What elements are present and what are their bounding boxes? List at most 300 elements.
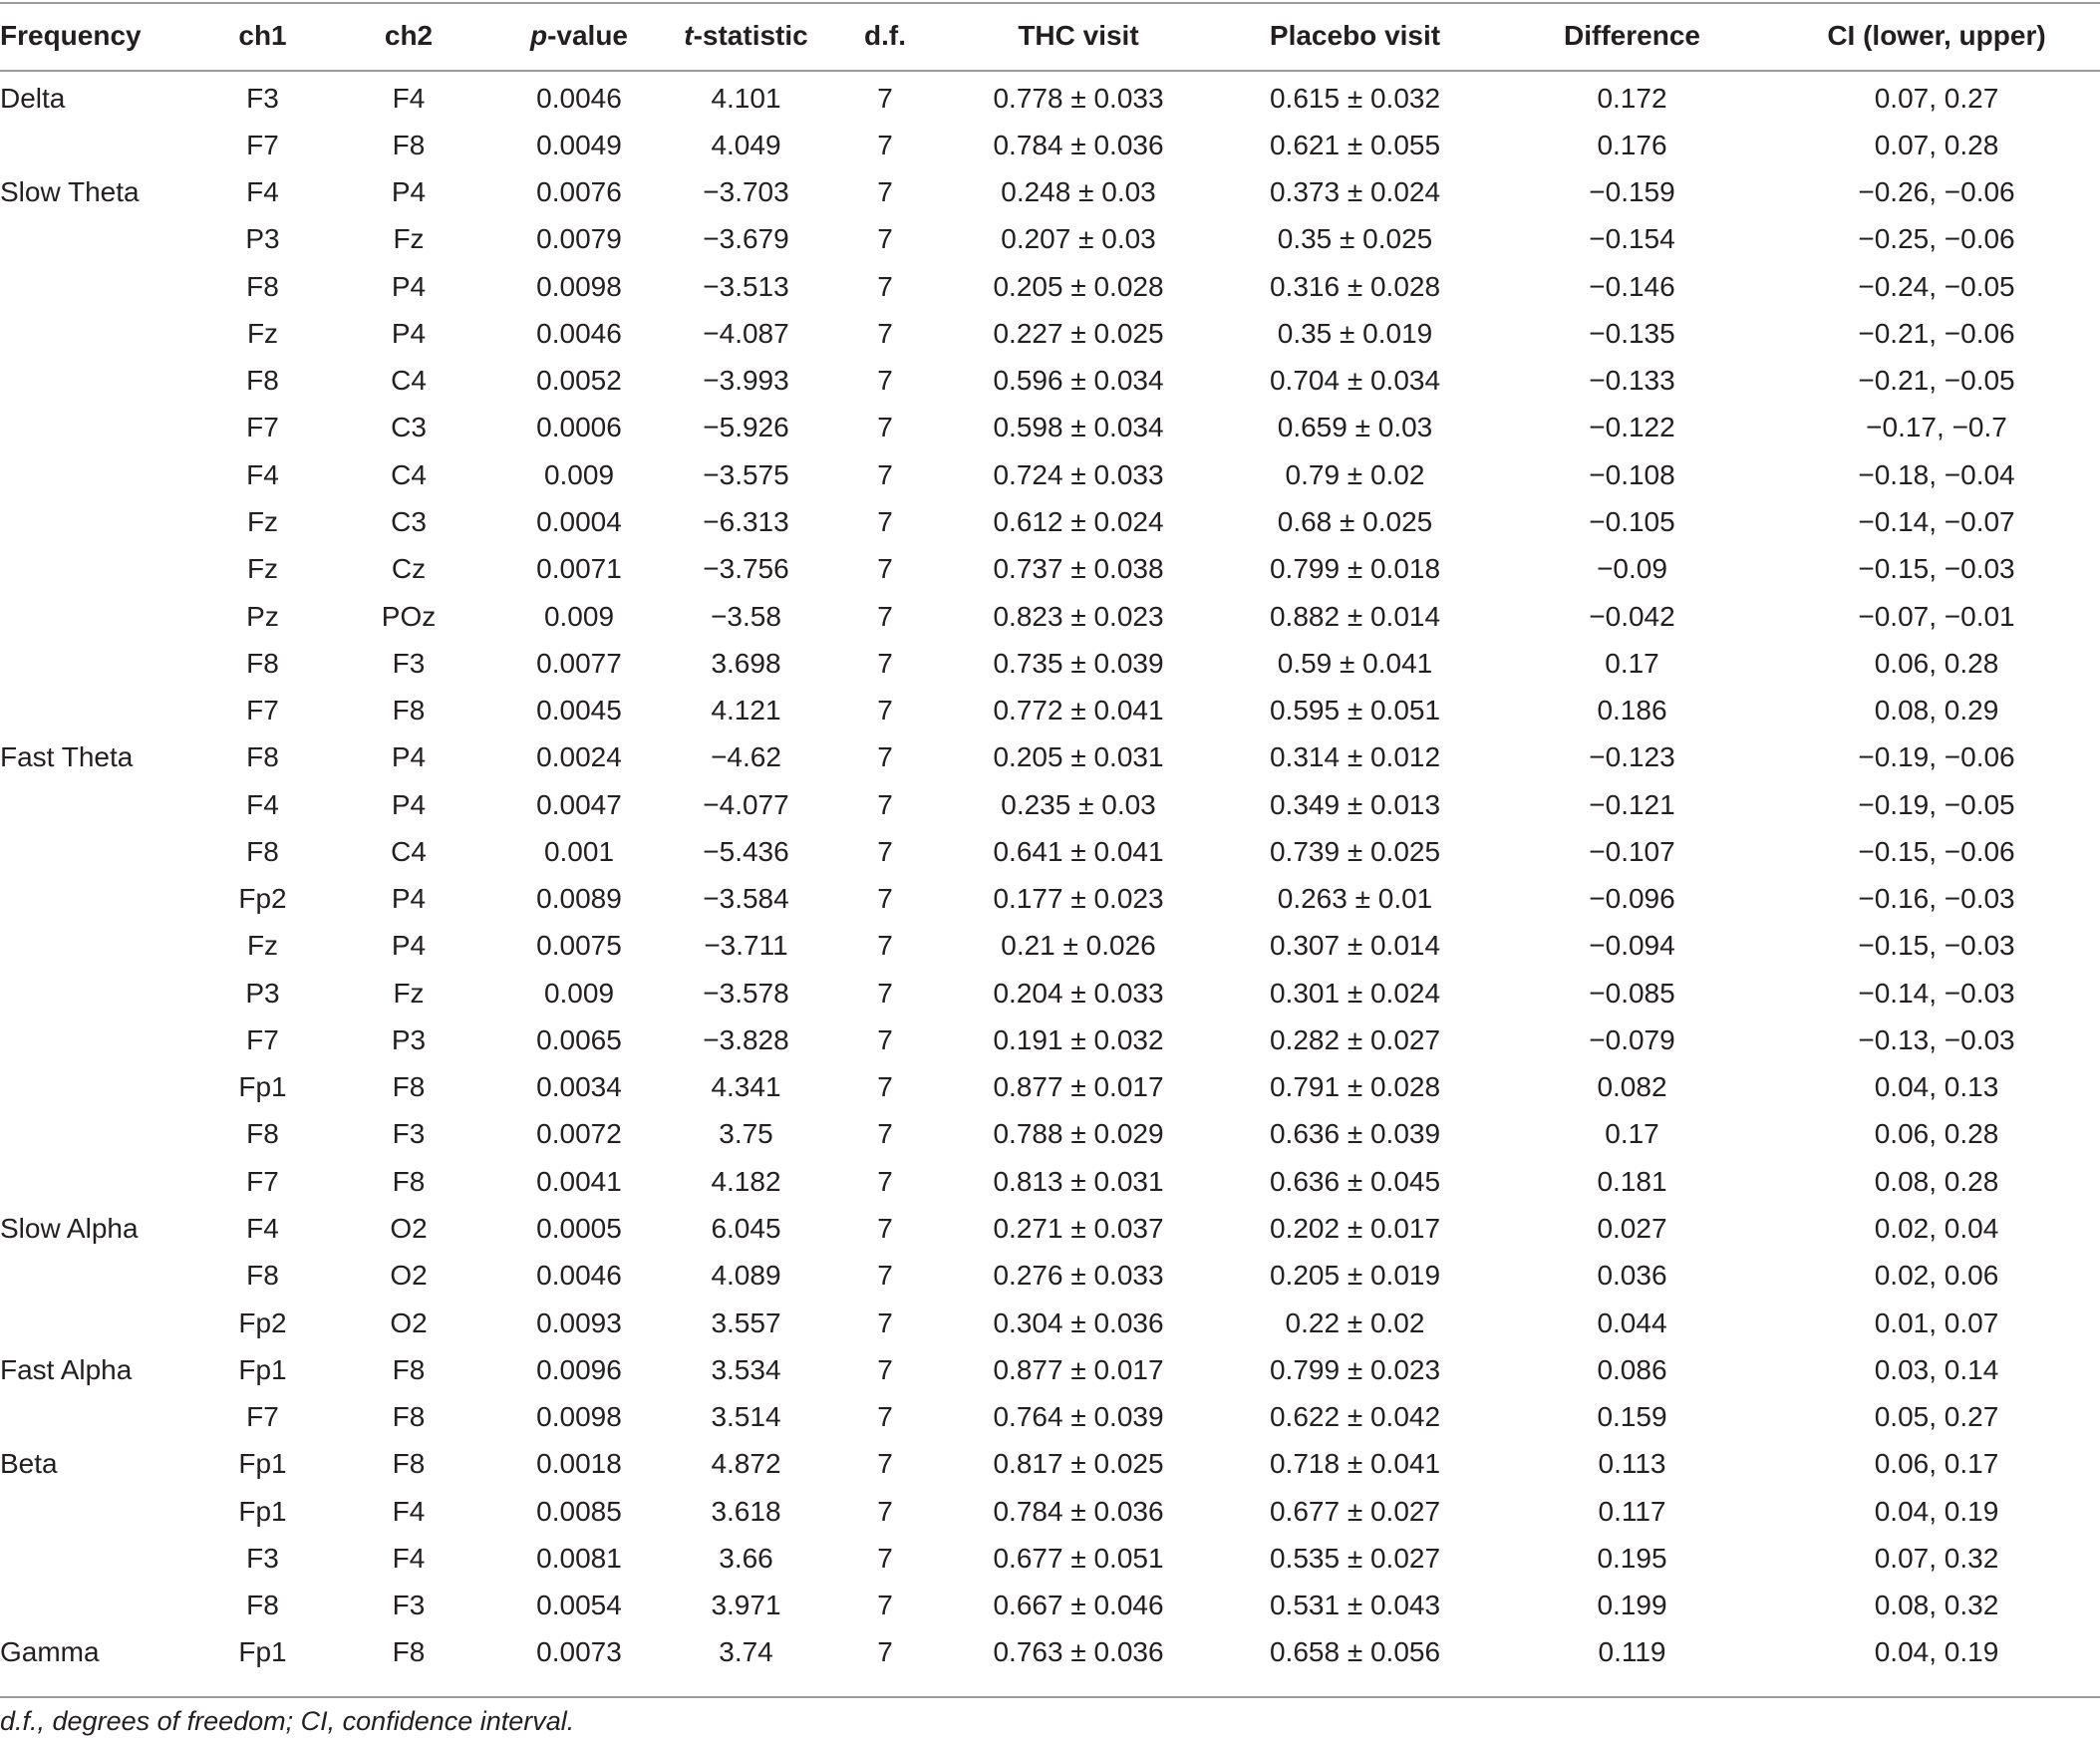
cell-ci: 0.07, 0.32 (1874, 1542, 1999, 1574)
cell-p-value: 0.0079 (536, 223, 622, 255)
cell-placebo-visit: 0.621 ± 0.055 (1269, 129, 1441, 160)
cell-ch1: Fp1 (238, 1495, 287, 1527)
table-row (0, 498, 2100, 545)
cell-t-statistic: 4.101 (711, 82, 781, 114)
cell-placebo-visit: 0.535 ± 0.027 (1269, 1542, 1441, 1574)
cell-ch2: O2 (390, 1260, 428, 1292)
cell-df: 7 (877, 82, 893, 114)
cell-thc-visit: 0.21 ± 0.026 (1001, 930, 1156, 962)
cell-ch2: F3 (392, 647, 426, 679)
cell-t-statistic: 3.75 (719, 1118, 773, 1150)
cell-p-value: 0.0098 (536, 1401, 622, 1433)
header-ch2: ch2 (384, 19, 434, 51)
cell-ci: −0.18, −0.04 (1858, 458, 2015, 490)
cell-ch2: C4 (391, 458, 427, 490)
cell-frequency (0, 546, 206, 593)
cell-ci: 0.06, 0.17 (1874, 1448, 1999, 1480)
cell-p-value: 0.0065 (536, 1023, 622, 1055)
cell-ci: −0.14, −0.07 (1858, 506, 2015, 538)
cell-df: 7 (877, 1353, 893, 1385)
cell-df: 7 (877, 1260, 893, 1292)
cell-ch1: F8 (246, 1118, 279, 1150)
cell-thc-visit: 0.177 ± 0.023 (993, 883, 1164, 915)
cell-t-statistic: −3.575 (703, 458, 789, 490)
cell-ch2: F8 (392, 1071, 426, 1103)
cell-thc-visit: 0.677 ± 0.051 (993, 1542, 1164, 1574)
table-row (0, 1346, 2100, 1393)
cell-placebo-visit: 0.615 ± 0.032 (1269, 82, 1441, 114)
cell-thc-visit: 0.205 ± 0.028 (993, 270, 1164, 302)
cell-ch1: Fp1 (238, 1353, 287, 1385)
cell-ch1: F7 (246, 1165, 279, 1197)
cell-difference: 0.172 (1597, 82, 1667, 114)
cell-p-value: 0.0075 (536, 930, 622, 962)
cell-difference: −0.133 (1589, 365, 1675, 397)
cell-t-statistic: −3.513 (703, 270, 789, 302)
header-p-value-rest: -value (547, 19, 629, 51)
table-row (0, 781, 2100, 828)
cell-difference: −0.123 (1589, 741, 1675, 773)
table-row (0, 876, 2100, 923)
cell-p-value: 0.0096 (536, 1353, 622, 1385)
cell-ch2: F8 (392, 1401, 426, 1433)
cell-ch2: O2 (390, 1213, 428, 1244)
cell-ci: 0.08, 0.28 (1874, 1165, 1999, 1197)
cell-difference: 0.119 (1598, 1636, 1666, 1668)
cell-df: 7 (877, 1165, 893, 1197)
cell-placebo-visit: 0.35 ± 0.025 (1277, 223, 1433, 255)
cell-p-value: 0.009 (543, 977, 615, 1009)
cell-ci: −0.16, −0.03 (1858, 883, 2015, 915)
cell-ch1: P3 (245, 223, 280, 255)
cell-placebo-visit: 0.316 ± 0.028 (1269, 270, 1441, 302)
table-row (0, 1158, 2100, 1205)
cell-thc-visit: 0.772 ± 0.041 (993, 695, 1164, 726)
cell-df: 7 (877, 1495, 893, 1527)
cell-ch2: F4 (392, 82, 426, 114)
cell-t-statistic: −6.313 (703, 506, 789, 538)
cell-df: 7 (877, 1542, 893, 1574)
cell-t-statistic: −3.756 (703, 553, 789, 585)
header-p-value-italic: p (529, 19, 548, 51)
cell-placebo-visit: 0.79 ± 0.02 (1285, 458, 1425, 490)
cell-thc-visit: 0.191 ± 0.032 (993, 1023, 1164, 1055)
cell-ch2: P3 (391, 1023, 427, 1055)
cell-p-value: 0.0004 (536, 506, 622, 538)
cell-frequency (0, 405, 206, 451)
cell-t-statistic: 3.618 (711, 1495, 781, 1527)
cell-placebo-visit: 0.263 ± 0.01 (1277, 883, 1433, 915)
cell-df: 7 (877, 741, 893, 773)
cell-ch2: F8 (392, 129, 426, 160)
cell-frequency (0, 498, 206, 545)
cell-df: 7 (877, 1448, 893, 1480)
table-row (0, 687, 2100, 733)
cell-ch1: F3 (246, 82, 279, 114)
cell-thc-visit: 0.784 ± 0.036 (993, 129, 1164, 160)
cell-t-statistic: −3.58 (711, 600, 781, 632)
cell-difference: −0.159 (1589, 176, 1675, 208)
cell-ci: 0.01, 0.07 (1874, 1306, 1999, 1338)
table-row (0, 1535, 2100, 1582)
cell-ch2: P4 (391, 930, 427, 962)
cell-difference: −0.085 (1589, 977, 1675, 1009)
cell-t-statistic: −3.711 (704, 930, 788, 962)
cell-ch2: P4 (391, 317, 427, 349)
cell-placebo-visit: 0.799 ± 0.018 (1269, 553, 1441, 585)
cell-placebo-visit: 0.301 ± 0.024 (1269, 977, 1441, 1009)
cell-difference: 0.199 (1597, 1590, 1667, 1621)
cell-thc-visit: 0.598 ± 0.034 (993, 412, 1164, 443)
cell-ch2: F8 (392, 1353, 426, 1385)
cell-difference: 0.113 (1598, 1448, 1666, 1480)
cell-placebo-visit: 0.314 ± 0.012 (1269, 741, 1441, 773)
cell-thc-visit: 0.667 ± 0.046 (993, 1590, 1164, 1621)
cell-df: 7 (877, 1636, 893, 1668)
cell-difference: 0.195 (1597, 1542, 1667, 1574)
cell-difference: 0.044 (1597, 1306, 1667, 1338)
cell-difference: −0.042 (1589, 600, 1675, 632)
cell-t-statistic: 6.045 (711, 1213, 781, 1244)
cell-ci: −0.15, −0.03 (1858, 553, 2015, 585)
cell-frequency (0, 923, 206, 970)
cell-ci: −0.15, −0.06 (1858, 835, 2015, 867)
cell-thc-visit: 0.737 ± 0.038 (993, 553, 1164, 585)
cell-difference: −0.146 (1589, 270, 1675, 302)
cell-t-statistic: 4.089 (711, 1260, 781, 1292)
cell-placebo-visit: 0.739 ± 0.025 (1269, 835, 1441, 867)
cell-ch2: C4 (391, 365, 427, 397)
cell-placebo-visit: 0.704 ± 0.034 (1269, 365, 1441, 397)
cell-p-value: 0.0071 (536, 553, 622, 585)
header-ci: CI (lower, upper) (1827, 19, 2046, 51)
cell-frequency (0, 1583, 206, 1629)
cell-placebo-visit: 0.531 ± 0.043 (1269, 1590, 1441, 1621)
cell-t-statistic: −3.703 (703, 176, 789, 208)
cell-placebo-visit: 0.59 ± 0.041 (1277, 647, 1433, 679)
cell-p-value: 0.0089 (536, 883, 622, 915)
header-p-value (498, 0, 660, 71)
cell-ci: −0.26, −0.06 (1858, 176, 2015, 208)
cell-thc-visit: 0.813 ± 0.031 (993, 1165, 1164, 1197)
table-row (0, 216, 2100, 263)
cell-placebo-visit: 0.718 ± 0.041 (1269, 1448, 1441, 1480)
cell-difference: −0.094 (1589, 930, 1675, 962)
cell-ch1: P3 (245, 977, 280, 1009)
cell-df: 7 (877, 600, 893, 632)
cell-placebo-visit: 0.622 ± 0.042 (1269, 1401, 1441, 1433)
cell-t-statistic: −3.993 (703, 365, 789, 397)
cell-frequency (0, 451, 206, 498)
cell-difference: 0.17 (1605, 647, 1659, 679)
header-difference: Difference (1564, 19, 1700, 51)
cell-ci: 0.03, 0.14 (1874, 1353, 1999, 1385)
cell-p-value: 0.0024 (536, 741, 622, 773)
cell-df: 7 (877, 176, 893, 208)
cell-frequency: Delta (0, 82, 66, 114)
cell-p-value: 0.0046 (536, 82, 622, 114)
table-row (0, 1441, 2100, 1488)
cell-p-value: 0.0072 (536, 1118, 622, 1150)
cell-ci: −0.19, −0.05 (1858, 788, 2015, 820)
cell-ci: 0.04, 0.19 (1874, 1495, 1999, 1527)
header-t-statistic-rest: -statistic (693, 19, 808, 51)
cell-ch2: F8 (392, 695, 426, 726)
cell-ci: 0.02, 0.04 (1874, 1213, 1999, 1244)
cell-ch2: F4 (392, 1542, 426, 1574)
cell-df: 7 (877, 695, 893, 726)
header-placebo-visit: Placebo visit (1269, 19, 1441, 51)
cell-p-value: 0.0081 (536, 1542, 622, 1574)
table-row (0, 1300, 2100, 1346)
table-row (0, 923, 2100, 970)
cell-ch1: Fz (246, 506, 279, 538)
cell-ch2: P4 (391, 788, 427, 820)
cell-frequency (0, 781, 206, 828)
cell-frequency (0, 1064, 206, 1111)
cell-thc-visit: 0.207 ± 0.03 (1001, 223, 1156, 255)
cell-t-statistic: 3.557 (711, 1306, 781, 1338)
cell-difference: 0.176 (1597, 129, 1667, 160)
cell-placebo-visit: 0.282 ± 0.027 (1269, 1023, 1441, 1055)
cell-placebo-visit: 0.636 ± 0.039 (1269, 1118, 1441, 1150)
header-t-statistic-italic: t (684, 19, 694, 51)
cell-difference: −0.122 (1589, 412, 1675, 443)
cell-thc-visit: 0.612 ± 0.024 (993, 506, 1164, 538)
cell-thc-visit: 0.877 ± 0.017 (993, 1071, 1164, 1103)
cell-ch2: C3 (391, 506, 427, 538)
cell-difference: −0.096 (1589, 883, 1675, 915)
cell-placebo-visit: 0.677 ± 0.027 (1269, 1495, 1441, 1527)
cell-thc-visit: 0.735 ± 0.039 (993, 647, 1164, 679)
cell-thc-visit: 0.784 ± 0.036 (993, 1495, 1164, 1527)
cell-difference: −0.09 (1597, 553, 1667, 585)
cell-thc-visit: 0.227 ± 0.025 (993, 317, 1164, 349)
cell-ci: −0.07, −0.01 (1858, 600, 2015, 632)
cell-placebo-visit: 0.68 ± 0.025 (1277, 506, 1433, 538)
cell-ci: 0.08, 0.32 (1874, 1590, 1999, 1621)
cell-ch2: F3 (392, 1590, 426, 1621)
cell-thc-visit: 0.788 ± 0.029 (993, 1118, 1164, 1150)
cell-difference: 0.181 (1597, 1165, 1667, 1197)
cell-df: 7 (877, 270, 893, 302)
cell-t-statistic: 3.698 (711, 647, 781, 679)
cell-frequency: Fast Alpha (0, 1353, 133, 1385)
cell-ci: 0.08, 0.29 (1874, 695, 1999, 726)
cell-ci: −0.15, −0.03 (1858, 930, 2015, 962)
cell-df: 7 (877, 506, 893, 538)
cell-placebo-visit: 0.658 ± 0.056 (1269, 1636, 1441, 1668)
cell-difference: 0.082 (1597, 1071, 1667, 1103)
cell-frequency: Gamma (0, 1636, 100, 1668)
cell-placebo-visit: 0.22 ± 0.02 (1285, 1306, 1425, 1338)
cell-thc-visit: 0.641 ± 0.041 (993, 835, 1164, 867)
cell-placebo-visit: 0.791 ± 0.028 (1269, 1071, 1441, 1103)
cell-placebo-visit: 0.202 ± 0.017 (1269, 1213, 1441, 1244)
cell-frequency (0, 1300, 206, 1346)
cell-ch1: Fp1 (238, 1448, 287, 1480)
cell-p-value: 0.0054 (536, 1590, 622, 1621)
cell-t-statistic: 3.514 (711, 1401, 781, 1433)
cell-difference: −0.079 (1589, 1023, 1675, 1055)
cell-thc-visit: 0.205 ± 0.031 (993, 741, 1164, 773)
header-ch1: ch1 (238, 19, 287, 51)
table-row (0, 1205, 2100, 1252)
cell-t-statistic: −4.62 (711, 741, 781, 773)
cell-df: 7 (877, 412, 893, 443)
cell-frequency (0, 1158, 206, 1205)
table-row (0, 970, 2100, 1016)
cell-ci: −0.21, −0.06 (1858, 317, 2015, 349)
cell-p-value: 0.0046 (536, 317, 622, 349)
cell-frequency (0, 263, 206, 310)
cell-ch2: P4 (391, 270, 427, 302)
table-row (0, 1393, 2100, 1440)
cell-t-statistic: 3.971 (711, 1590, 781, 1621)
cell-ch1: F4 (246, 458, 279, 490)
cell-df: 7 (877, 1023, 893, 1055)
cell-ch1: F7 (246, 1023, 279, 1055)
cell-frequency (0, 1488, 206, 1535)
cell-t-statistic: 3.534 (711, 1353, 781, 1385)
cell-placebo-visit: 0.659 ± 0.03 (1277, 412, 1433, 443)
cell-ch1: F8 (246, 647, 279, 679)
cell-thc-visit: 0.596 ± 0.034 (993, 365, 1164, 397)
cell-ch1: F4 (246, 788, 279, 820)
cell-placebo-visit: 0.205 ± 0.019 (1269, 1260, 1441, 1292)
cell-difference: 0.027 (1597, 1213, 1667, 1244)
cell-ch1: Fp2 (238, 883, 287, 915)
cell-p-value: 0.0076 (536, 176, 622, 208)
cell-p-value: 0.0034 (536, 1071, 622, 1103)
table-row (0, 405, 2100, 451)
cell-df: 7 (877, 1401, 893, 1433)
cell-frequency (0, 593, 206, 640)
cell-ch2: F8 (392, 1636, 426, 1668)
cell-thc-visit: 0.817 ± 0.025 (993, 1448, 1164, 1480)
cell-t-statistic: 3.74 (719, 1636, 773, 1668)
cell-frequency (0, 1253, 206, 1300)
cell-df: 7 (877, 788, 893, 820)
cell-ch1: F7 (246, 695, 279, 726)
cell-ch1: F8 (246, 835, 279, 867)
cell-thc-visit: 0.778 ± 0.033 (993, 82, 1164, 114)
cell-frequency (0, 970, 206, 1016)
cell-frequency (0, 216, 206, 263)
cell-ch1: F8 (246, 1260, 279, 1292)
cell-placebo-visit: 0.373 ± 0.024 (1269, 176, 1441, 208)
cell-placebo-visit: 0.595 ± 0.051 (1269, 695, 1441, 726)
cell-difference: 0.159 (1597, 1401, 1667, 1433)
header-thc-visit: THC visit (1018, 19, 1139, 51)
cell-t-statistic: −3.584 (703, 883, 789, 915)
cell-ch1: Pz (246, 600, 279, 632)
cell-difference: −0.154 (1589, 223, 1675, 255)
cell-df: 7 (877, 1590, 893, 1621)
cell-thc-visit: 0.764 ± 0.039 (993, 1401, 1164, 1433)
cell-df: 7 (877, 1071, 893, 1103)
cell-ch2: O2 (390, 1306, 428, 1338)
cell-p-value: 0.009 (543, 600, 615, 632)
cell-ch2: C3 (391, 412, 427, 443)
cell-difference: −0.121 (1589, 788, 1675, 820)
cell-ch1: F7 (246, 1401, 279, 1433)
cell-ch2: P4 (391, 176, 427, 208)
cell-df: 7 (877, 458, 893, 490)
cell-ci: −0.21, −0.05 (1858, 365, 2015, 397)
table-row (0, 828, 2100, 875)
cell-t-statistic: 4.341 (711, 1071, 781, 1103)
cell-ch1: F8 (246, 365, 279, 397)
cell-thc-visit: 0.823 ± 0.023 (993, 600, 1164, 632)
cell-ci: −0.17, −0.7 (1866, 412, 2007, 443)
table-row (0, 640, 2100, 687)
cell-frequency (0, 687, 206, 733)
cell-t-statistic: −3.578 (703, 977, 789, 1009)
cell-ci: −0.24, −0.05 (1858, 270, 2015, 302)
cell-p-value: 0.009 (543, 458, 615, 490)
header-t-statistic (660, 0, 832, 71)
cell-frequency (0, 828, 206, 875)
cell-thc-visit: 0.276 ± 0.033 (993, 1260, 1164, 1292)
cell-difference: −0.107 (1589, 835, 1675, 867)
cell-p-value: 0.0098 (536, 270, 622, 302)
cell-frequency (0, 122, 206, 168)
cell-ci: 0.06, 0.28 (1874, 1118, 1999, 1150)
header-row (0, 0, 2100, 71)
cell-frequency (0, 640, 206, 687)
cell-ci: −0.13, −0.03 (1858, 1023, 2015, 1055)
table-row (0, 1016, 2100, 1063)
header-df: d.f. (864, 19, 906, 51)
cell-ch2: P4 (391, 741, 427, 773)
table-row (0, 734, 2100, 781)
cell-p-value: 0.0052 (536, 365, 622, 397)
cell-thc-visit: 0.724 ± 0.033 (993, 458, 1164, 490)
cell-ch1: F4 (246, 1213, 279, 1244)
cell-thc-visit: 0.271 ± 0.037 (993, 1213, 1164, 1244)
cell-ch1: Fp2 (238, 1306, 287, 1338)
table-row (0, 358, 2100, 405)
cell-df: 7 (877, 365, 893, 397)
table-row (0, 122, 2100, 168)
cell-frequency (0, 310, 206, 357)
cell-placebo-visit: 0.636 ± 0.045 (1269, 1165, 1441, 1197)
cell-ci: 0.07, 0.28 (1874, 129, 1999, 160)
cell-placebo-visit: 0.882 ± 0.014 (1269, 600, 1441, 632)
cell-difference: −0.108 (1589, 458, 1675, 490)
cell-ci: 0.07, 0.27 (1874, 82, 1999, 114)
table-row (0, 593, 2100, 640)
cell-ch1: Fp1 (238, 1636, 287, 1668)
cell-p-value: 0.0046 (536, 1260, 622, 1292)
table-row (0, 310, 2100, 357)
cell-p-value: 0.0018 (536, 1448, 622, 1480)
cell-t-statistic: −4.077 (703, 788, 789, 820)
cell-ci: 0.04, 0.13 (1874, 1071, 1999, 1103)
cell-thc-visit: 0.763 ± 0.036 (993, 1636, 1164, 1668)
cell-p-value: 0.0047 (536, 788, 622, 820)
cell-t-statistic: −4.087 (703, 317, 789, 349)
cell-frequency (0, 1016, 206, 1063)
cell-ch1: Fp1 (238, 1071, 287, 1103)
table-row (0, 1064, 2100, 1111)
cell-ch1: F8 (246, 270, 279, 302)
cell-p-value: 0.0045 (536, 695, 622, 726)
cell-frequency: Beta (0, 1448, 58, 1480)
cell-p-value: 0.0073 (536, 1636, 622, 1668)
cell-p-value: 0.0077 (536, 647, 622, 679)
